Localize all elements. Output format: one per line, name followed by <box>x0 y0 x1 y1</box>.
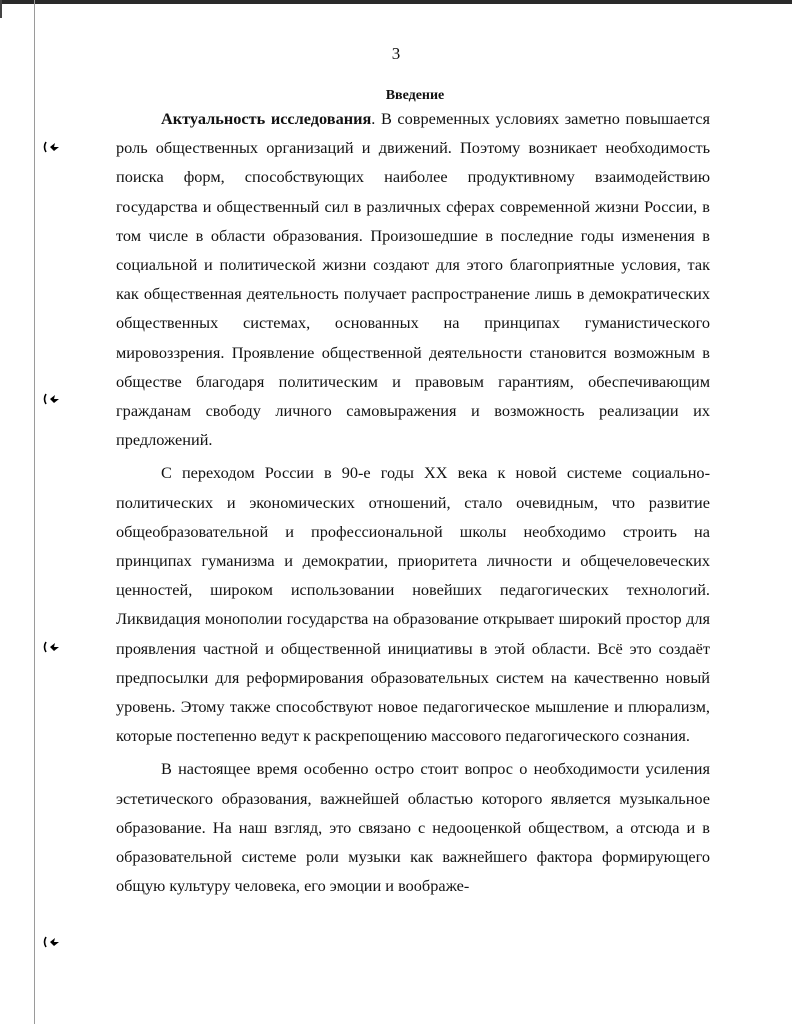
paragraph-text: . В современных условиях заметно повышается роль общественных организаций и движений. Поэтому возникает необходимость поиска форм, способствующих наиболее продуктивному взаимодействию государства и общественный сил в различных сферах современной жизни России, в том числе в области образования. Произошедшие в последние годы изменения в социальной и политической жизни создают для этого благоприятные условия, так как общественная деятельность получает распространение лишь в демократических общественных системах, основанных на принципах гуманистического мировоззрения. Проявление общественной деятельности становится возможным в обществе благодаря политическим и правовым гарантиям, обеспечивающим гражданам свободу личного самовыражения и возможность реализации их предложений. <box>116 109 710 450</box>
paragraph-lead: Актуальность исследования <box>161 109 372 128</box>
paragraph-aesthetic-education: В настоящее время особенно остро стоит вопрос о необходимости усиления эстетического образования, важнейшей областью которого является музыкальное образование. На наш взгляд, это связано с недооценкой обществом, а отсюда и в образовательной системе роли музыки как важнейшего фактора формирующего общую культуру человека, его эмоции и воображе- <box>116 759 710 896</box>
paragraph-transition: С переходом России в 90-е годы XX века к новой системе социально-политических и экономических отношений, стало очевидным, что развитие общеобразовательной и профессиональной школы необходимо строить на принципах гуманизма и демократии, приоритета личности и общечеловеческих ценностей, широком использовании новейших педагогических технологий. Ликвидация монополии государства на образование открывает широкий простор для проявления частной и общественной инициативы в этой области. Всё это создаёт предпосылки для реформирования образовательных систем на качественно новый уровень. Этому также способствуют новое педагогическое мышление и плюрализм, которые постепенно ведут к раскрепощению массового педагогического сознания. <box>116 463 710 746</box>
binding-hole-mark-icon <box>42 140 64 154</box>
scan-top-border <box>0 0 792 4</box>
page-number: 3 <box>391 44 401 63</box>
document-body <box>116 104 710 900</box>
section-title: Введение <box>385 88 445 103</box>
scan-left-border <box>34 0 35 1024</box>
scan-corner-edge <box>0 0 2 18</box>
paragraph-relevance <box>116 104 710 454</box>
binding-hole-mark-icon <box>42 392 64 406</box>
binding-hole-mark-icon <box>42 640 64 654</box>
binding-hole-mark-icon <box>42 935 64 949</box>
